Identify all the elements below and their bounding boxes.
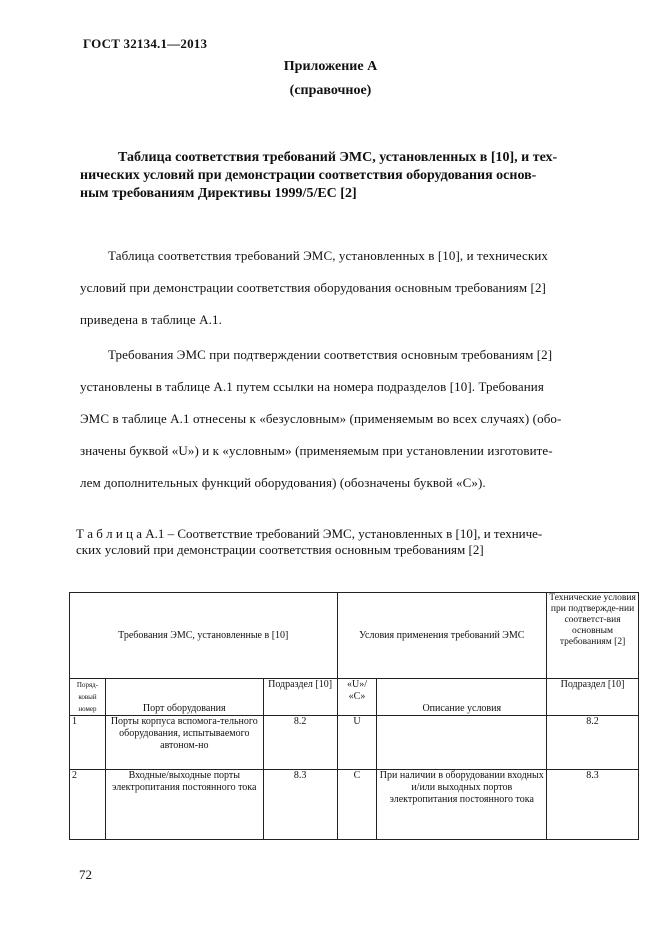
header-application-conditions: Условия применения требований ЭМС — [337, 593, 547, 679]
table-group-header-row — [70, 593, 639, 679]
table-column-header-row — [70, 679, 639, 716]
appendix-title: Приложение А — [283, 59, 378, 74]
paragraph-line: Таблица соответствия требований ЭМС, установленных в [10], и технических — [108, 248, 549, 263]
paragraph-line: условий при демонстрации соответствия оборудования основным требованиям [2] — [80, 280, 546, 295]
row-tech-subsection: 8.2 — [547, 716, 639, 770]
table-row — [70, 770, 639, 840]
page-number: 72 — [79, 867, 92, 882]
header-subsection: Подраздел [10] — [263, 679, 337, 716]
row-port: Порты корпуса вспомога-тельного оборудования, испытываемого автоном-но — [105, 716, 263, 770]
row-u-c: U — [337, 716, 377, 770]
row-subsection: 8.2 — [263, 716, 337, 770]
row-condition — [377, 716, 547, 770]
header-condition-description: Описание условия — [377, 679, 547, 716]
paragraph-2 — [80, 348, 614, 508]
section-title-line: ным требованиям Директивы 1999/5/ЕС [2] — [80, 186, 357, 201]
table-caption — [76, 526, 616, 558]
caption-line: Т а б л и ц а А.1 – Соответствие требований ЭМС, установленных в [10], и техниче- — [76, 526, 543, 541]
header-u-c: «U»/ «С» — [337, 679, 377, 716]
row-number: 2 — [70, 770, 106, 840]
appendix-subtitle: (справочное) — [289, 83, 372, 98]
header-technical-conditions: Технические условия при подтвержде-нии соответст-вия основным требованиям [2] — [547, 593, 639, 679]
paragraph-1 — [80, 249, 614, 345]
paragraph-line: Требования ЭМС при подтверждении соответствия основным требованиям [2] — [108, 347, 553, 362]
document-id: ГОСТ 32134.1—2013 — [83, 36, 208, 51]
row-u-c: С — [337, 770, 377, 840]
paragraph-line: приведена в таблице А.1. — [80, 312, 222, 327]
paragraph-line: значены буквой «U») и к «условным» (применяемым при установлении изготовите- — [80, 443, 553, 458]
section-title-line: Таблица соответствия требований ЭМС, установленных в [10], и тех- — [118, 150, 558, 165]
paragraph-line: лем дополнительных функций оборудования) (обозначены буквой «С»). — [80, 475, 486, 490]
section-title — [80, 149, 614, 203]
table-row — [70, 716, 639, 770]
requirements-table — [69, 592, 639, 840]
header-tech-subsection: Подраздел [10] — [547, 679, 639, 716]
row-number: 1 — [70, 716, 106, 770]
header-serial-number: Поряд-ковый номер — [70, 679, 106, 716]
caption-line: ских условий при демонстрации соответствия основным требованиям [2] — [76, 542, 484, 557]
row-subsection: 8.3 — [263, 770, 337, 840]
section-title-line: нических условий при демонстрации соответствия оборудования основ- — [80, 168, 537, 183]
header-emc-requirements: Требования ЭМС, установленные в [10] — [70, 593, 338, 679]
row-condition: При наличии в оборудовании входных и/или выходных портов электропитания постоянного тока — [377, 770, 547, 840]
row-tech-subsection: 8.3 — [547, 770, 639, 840]
paragraph-line: установлены в таблице А.1 путем ссылки на номера подразделов [10]. Требования — [80, 379, 544, 394]
header-port: Порт оборудования — [105, 679, 263, 716]
paragraph-line: ЭМС в таблице А.1 отнесены к «безусловным» (применяемым во всех случаях) (обо- — [80, 411, 562, 426]
row-port: Входные/выходные порты электропитания постоянного тока — [105, 770, 263, 840]
